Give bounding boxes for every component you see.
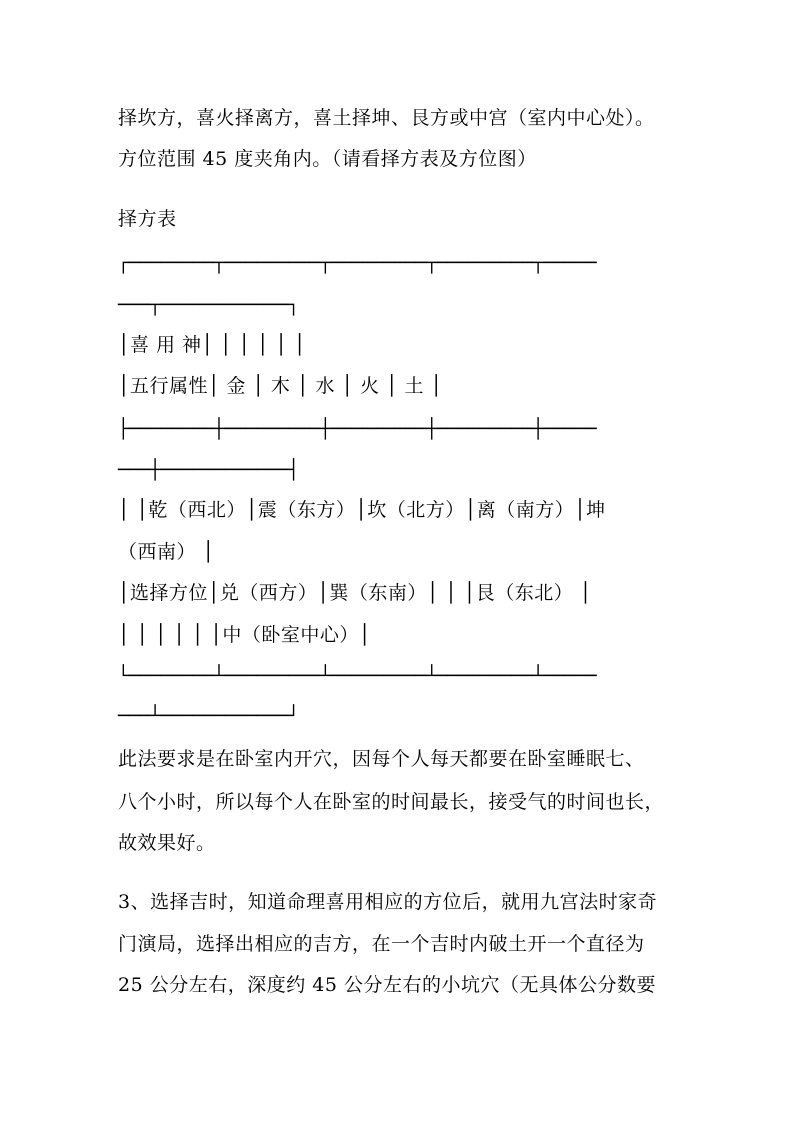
paragraph-line: 3、选择吉时，知道命理喜用相应的方位后，就用九宫法时家奇 — [118, 891, 658, 913]
table-rule-bottom-cont: ───┴────────────┘ — [118, 705, 299, 727]
paragraph-line: 故效果好。 — [118, 832, 216, 854]
paragraph-line: 25 公分左右，深度约 45 公分左右的小坑穴（无具体公分数要 — [118, 974, 656, 996]
paragraph-line: 方位范围 45 度夹角内。（请看择方表及方位图） — [118, 148, 537, 170]
table-row-directions: │ │乾（西北）│震（东方）│坎（北方）│离（南方）│坤 — [118, 499, 606, 521]
table-title: 择方表 — [118, 208, 177, 230]
table-rule-mid-cont: ───┼────────────┤ — [118, 459, 299, 481]
table-row-directions-cont: （西南） │ — [118, 541, 215, 563]
paragraph-line: 八个小时，所以每个人在卧室的时间最长，接受气的时间也长， — [118, 791, 665, 813]
table-row-xiyongshen: │喜 用 神│ │ │ │ │ │ — [118, 334, 306, 356]
paragraph-line: 择坎方，喜火择离方，喜土择坤、艮方或中宫（室内中心处）。 — [118, 107, 655, 129]
paragraph-line: 门演局，选择出相应的吉方，在一个吉时内破土开一个直径为 — [118, 933, 645, 955]
table-row-select: │选择方位│兑（西方）│巽（东南）│ │ │艮（东北） │ — [118, 582, 592, 604]
table-row-wuxing: │五行属性│ 金 │ 木 │ 水 │ 火 │ 土 │ — [118, 375, 443, 397]
table-rule-bottom: └────────┴─────────┴─────────┴─────────┴───── — [118, 665, 597, 687]
paragraph-line: 此法要求是在卧室内开穴，因每个人每天都要在卧室睡眠七、 — [118, 748, 645, 770]
table-rule-top-cont: ───┬────────────┐ — [118, 294, 299, 316]
table-rule-top: ┌────────┬─────────┬─────────┬─────────┬───── — [118, 252, 597, 274]
table-row-center: │ │ │ │ │ │中（卧室中心）│ — [118, 624, 371, 646]
table-rule-mid: ├────────┼─────────┼─────────┼─────────┼───── — [118, 418, 597, 440]
